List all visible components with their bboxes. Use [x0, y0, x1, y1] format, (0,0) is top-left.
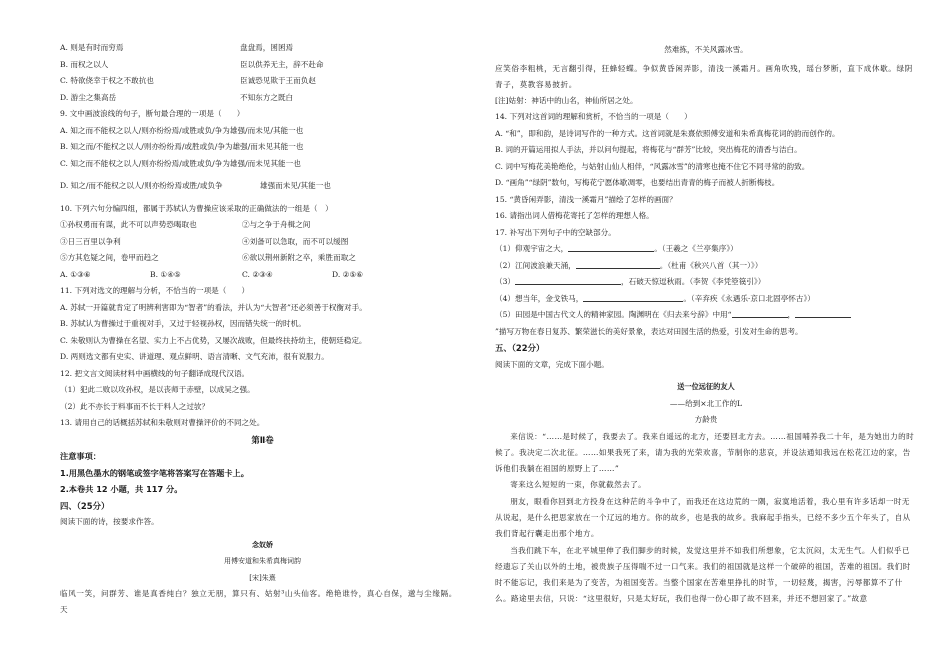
q12-stem: 12. 把文言文阅读材料中画横线的句子翻译成现代汉语。 [60, 368, 250, 378]
left-column [60, 40, 465, 618]
q14-option-d: D. “画角”“绿阴”数句，写梅花宁愿体歇凋零，也要结出青青的梅子而被人折断梅枝。 [495, 178, 780, 187]
q14-stem: 14. 下列对这首词的理解和赏析，不恰当的一项是（ ） [495, 112, 692, 121]
poem-author: [宋]朱熹 [249, 573, 276, 582]
q12-item-1: （1）犯此二败以攻孙权，是以丧师于赤壁，以成吴之强。 [60, 385, 255, 394]
q17-item-5-cont: ”描写万物在春日复苏、繁荣滋长的美好景象，表达对田园生活的热爱，引发对生命的思考。 [495, 326, 803, 336]
q17-item-3: （3） ，石破天惊逗秋雨。（李贺《李凭箜篌引》） [495, 277, 766, 286]
answer-blank[interactable] [583, 292, 683, 302]
answer-blank[interactable] [732, 308, 788, 318]
q10-item-row: ⑤方其危疑之间，卷甲而趋之 ⑥欲以荆州新附之卒，乘胜而取之 [60, 253, 356, 262]
q15-stem: 15. “黄昏闲弄影，清浅一溪霜月”描绘了怎样的画面？ [495, 194, 677, 204]
answer-blank[interactable] [576, 259, 660, 269]
q10-stem: 10. 下列六句分编四组，都属于苏轼认为曹操应该采取的正确做法的一组是（ ） [60, 203, 333, 213]
section-4-intro: 阅读下面的诗，按要求作答。 [60, 517, 159, 526]
q11-option-b: B. 苏轼认为曹操过于重视对手，又过于轻视孙权，因而错失统一的时机。 [60, 319, 306, 328]
answer-blank[interactable] [568, 242, 654, 252]
q10-options: A. ①③⑥ B. ①④⑤ C. ②③④ D. ②⑤⑥ [60, 269, 364, 279]
volume-title: 第Ⅱ卷 [251, 434, 274, 445]
q11-stem: 11. 下列对选文的理解与分析，不恰当的一项是（ ） [60, 286, 250, 295]
q11-option-c: C. 朱敬则认为曹操在名望、实力上不占优势，又屡次战败，但最终扶持幼主，使朝廷稳定。 [60, 335, 367, 345]
poem-text: 临风一笑，问群芳、谁是真香纯白？独立无朋，算只有、姑射³山头仙客。绝艳谁怜，真心自保，邈与尘缘隔。天 [60, 589, 457, 614]
notice-item-2: 2.本卷共 12 小题，共 117 分。 [60, 484, 183, 494]
notice-title: 注意事项： [60, 451, 101, 461]
q9-option-a: A. 知之而不能权之以人/则亦纷纷焉/或胜或负/争为雄强/而未见/其能一也 [60, 125, 304, 135]
poem-subtitle: 用傅安道和朱希真梅词韵 [224, 557, 301, 565]
q8-option-d: D. 游尘之集高岳 不知东方之既白 [60, 92, 294, 102]
poem-note: [注]姑射：神话中的山名，神仙所居之处。 [495, 95, 638, 105]
q11-option-a: A. 苏轼一开篇就肯定了明辨利害即为“智者”的看法，并认为“大智者”还必须善于权衡对手。 [60, 302, 367, 312]
q10-item-row: ③日三百里以争利 ④刘备可以急取，而不可以缓图 [60, 236, 349, 246]
q16-stem: 16. 请指出词人借梅花寄托了怎样的理想人格。 [495, 211, 654, 220]
poem-body: 应笑俗李粗桃，无言翻引得，狂蜂轻蝶。争似黄昏闲弄影，清浅一溪霜月。画角吹残，瑶台梦断，直下成休歇。绿阴青子，莫教容易披折。 [495, 63, 913, 89]
poem-continuation: 然难拣，不关风露冰雪。 [664, 45, 748, 54]
q14-option-b: B. 词的开篇运用拟人手法，并以问句提起，将梅花与“群芳”比较，突出梅花的清香与洁白。 [495, 145, 802, 154]
q14-option-a: A. “和”，即和韵，是诗词写作的一种方式。这首词就是朱熹依照傅安道和朱希真梅花词的韵而创作的。 [495, 128, 840, 138]
q9-option-c: C. 知之而不能权之以人/则亦纷纷焉/或胜或负/争为雄强/而未见其能一也 [60, 158, 301, 168]
q8-option-b: B. 而权之以人 臣以供养无主，辞不赴命 [60, 59, 324, 69]
article-paragraph: 来信说：“……是时候了，我要去了。我来自遥远的北方，还要回北方去。……祖国哺养我二十年，是为她出力的时候了。我决定二次北征。……如果我死了来，请为我的光荣欢喜，节制你的悲哀，并设法通知我远在松花江边的家，告诉他们我躺在祖国的原野上了……” [495, 431, 915, 474]
q17-stem: 17. 补写出下列句子中的空缺部分。 [495, 227, 616, 237]
q10-item-row: ①孙权勇而有谋，此不可以声势恐喝取也 ②与之争于舟楫之间 [60, 220, 311, 229]
q9-option-d: D. 知之/而不能权之以人/则亦纷纷焉或胜/或负争 雄强而未见/其能一也 [60, 181, 331, 190]
article-paragraph: 朋友，眼看你回到北方投身在这种茫的斗争中了，而我还在这边荒的一隅，寂寞地活着，我心里有许多话却一时无从说起，是什么把思家放在一个辽远的地方。你的故乡，也是我的故乡。我麻起手指头，已经不多少五个年头了，自从我们背起行囊走出那个地方。 [495, 496, 911, 539]
answer-blank[interactable] [795, 308, 851, 318]
q13-stem: 13. 请用自己的话概括苏轼和朱敬则对曹操评价的不同之处。 [60, 418, 265, 427]
section-4-heading: 四、（25分） [60, 500, 110, 511]
article-paragraph: 当我们跳下车，在北平城里伸了我们脚步的时候，发觉这里并不如我们所想象，它太沉闷，太无生气。人们似乎已经遗忘了关山以外的土地，被贵族子压得喘不过一口气来。我们的祖国就是这样一个破碎的祖国，苦难的祖国。我们时时不能忘记，我们来是为了变苦，为祖国变苦。当整个国家在苦难里挣扎的时节，一切轻蔑，揭害，污辱都算不了什么。路途里去信，只说：“这里很好，只是太好玩，我们也得一份心即了故不回来，并还不想回家了。”故意 [495, 545, 911, 604]
q14-option-c: C. 词中写梅花美艳绝伦，与姑射山仙人相伴，“风露冰雪”的清寒也掩不住它不同寻常的韵致。 [495, 161, 810, 171]
q12-item-2: （2）此不亦长于料事而不长于料人之过欤？ [60, 401, 210, 411]
section-5-intro: 阅读下面的文章，完成下面小题。 [495, 359, 609, 369]
q17-item-4: （4）想当年，金戈铁马， 。（辛弃疾《永遇乐·京口北固亭怀古》） [495, 293, 815, 303]
poem-title: 念奴娇 [252, 540, 273, 549]
q17-item-2: （2）江间波浪兼天涌， 。（杜甫《秋兴八首（其一）》） [495, 260, 763, 270]
q17-item-5: （5）田园是中国古代文人的精神家园。陶渊明在《归去来兮辞》中用“ ， [495, 307, 917, 324]
q8-option-c: C. 特欲侥幸于权之不敢抗也 臣诚恐见欺于王而负赵 [60, 76, 316, 85]
article-title: 送一位远征的友人 [677, 382, 735, 391]
section-5-heading: 五、（22分） [495, 343, 545, 353]
article-subtitle: ——给到×北工作的L [669, 398, 743, 408]
q9-stem: 9. 文中画波浪线的句子，断句最合理的一项是（ ） [60, 109, 245, 118]
article-paragraph: 寄来这么短短的一束，你就截然去了。 [510, 480, 647, 490]
right-column [495, 42, 917, 608]
answer-blank[interactable] [515, 275, 621, 285]
q9-option-b: B. 知之而/不能权之以人/则亦纷纷焉/或胜或负/争为雄强/而未见其能一也 [60, 142, 304, 151]
q8-option-a: A. 则是有时而穷焉 盘盘焉，囷囷焉 [60, 43, 294, 52]
q11-option-d: D. 两则选文都有史实、讲道理、观点鲜明、语言清晰、文气充沛，很有说服力。 [60, 352, 329, 361]
notice-item-1: 1.用黑色墨水的钢笔或签字笔将答案写在答题卡上。 [60, 467, 249, 478]
article-author: 方龄贵 [694, 415, 718, 424]
q17-item-1: （1）仰观宇宙之大， 。（王羲之《兰亭集序》） [495, 244, 738, 253]
